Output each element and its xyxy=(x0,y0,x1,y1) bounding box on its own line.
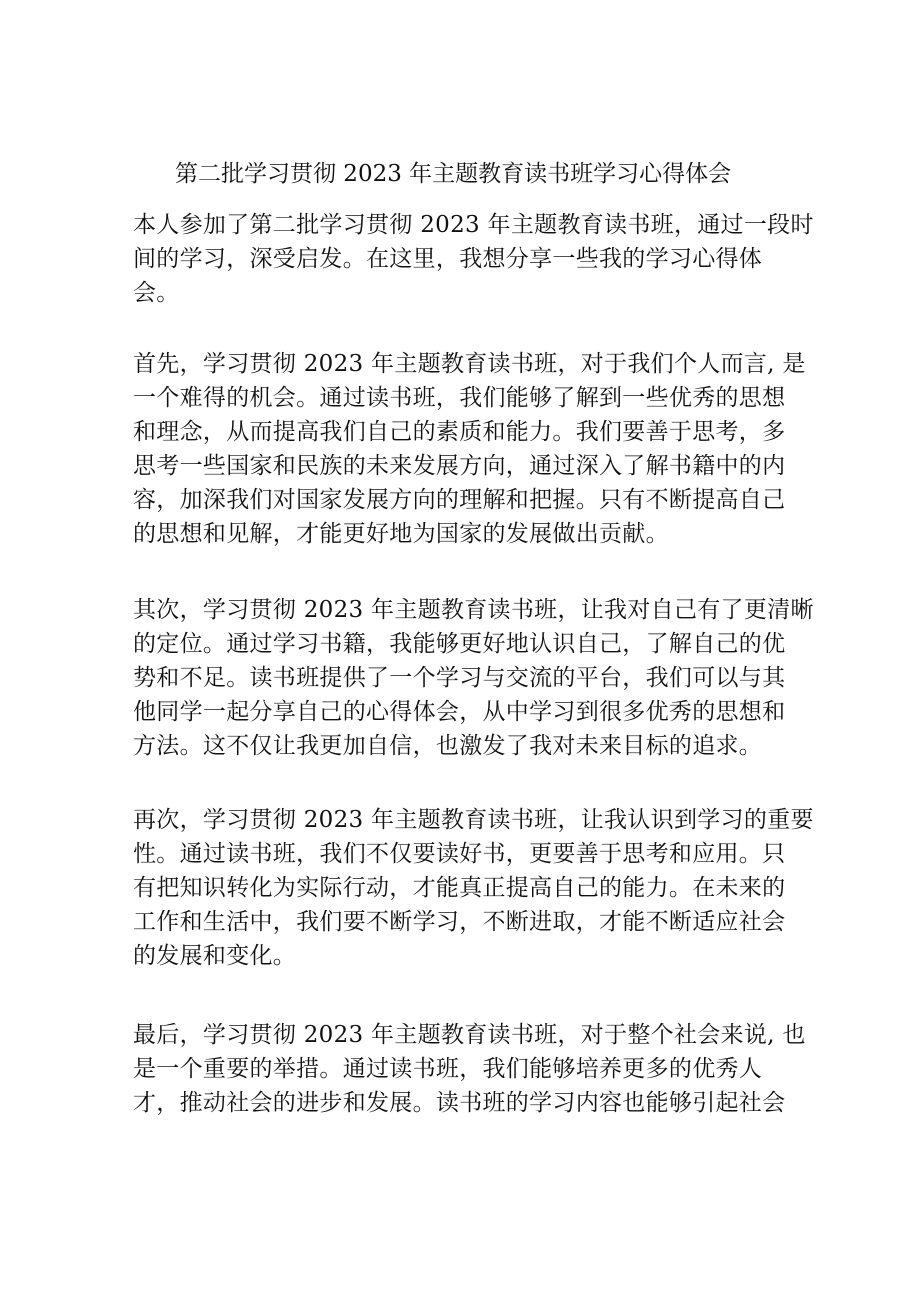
paragraph-line: 势和不足。读书班提供了一个学习与交流的平台，我们可以与其 xyxy=(133,665,786,691)
paragraph-line: 会。 xyxy=(133,280,180,306)
paragraph-line: 其次，学习贯彻 2023 年主题教育读书班，让我对自己有了更清晰 xyxy=(133,597,814,623)
paragraph-line: 的思想和见解，才能更好地为国家的发展做出贡献。 xyxy=(133,521,669,547)
paragraph-line: 的发展和变化。 xyxy=(133,943,297,969)
paragraph-line: 最后，学习贯彻 2023 年主题教育读书班，对于整个社会来说, 也 xyxy=(133,1022,806,1048)
document-title: 第二批学习贯彻 2023 年主题教育读书班学习心得体会 xyxy=(175,161,732,187)
paragraph-second xyxy=(133,593,814,763)
paragraph-last xyxy=(133,1018,806,1120)
paragraph-intro xyxy=(133,208,814,310)
paragraph-line: 有把知识转化为实际行动，才能真正提高自己的能力。在未来的 xyxy=(133,875,786,901)
paragraph-line: 容，加深我们对国家发展方向的理解和把握。只有不断提高自己 xyxy=(133,487,786,513)
paragraph-line: 再次，学习贯彻 2023 年主题教育读书班，让我认识到学习的重要 xyxy=(133,807,814,833)
paragraph-line: 方法。这不仅让我更加自信，也激发了我对未来目标的追求。 xyxy=(133,733,763,759)
paragraph-line: 工作和生活中，我们要不断学习，不断进取，才能不断适应社会 xyxy=(133,909,786,935)
paragraph-line: 本人参加了第二批学习贯彻 2023 年主题教育读书班，通过一段时 xyxy=(133,212,814,238)
paragraph-first xyxy=(133,347,806,551)
paragraph-line: 思考一些国家和民族的未来发展方向，通过深入了解书籍中的内 xyxy=(133,453,786,479)
paragraph-line: 一个难得的机会。通过读书班，我们能够了解到一些优秀的思想 xyxy=(133,385,786,411)
paragraph-third xyxy=(133,803,814,973)
paragraph-line: 才，推动社会的进步和发展。读书班的学习内容也能够引起社会 xyxy=(133,1090,786,1116)
paragraph-line: 性。通过读书班，我们不仅要读好书，更要善于思考和应用。只 xyxy=(133,841,786,867)
paragraph-line: 和理念，从而提高我们自己的素质和能力。我们要善于思考，多 xyxy=(133,419,786,445)
paragraph-line: 的定位。通过学习书籍，我能够更好地认识自己，了解自己的优 xyxy=(133,631,786,657)
paragraph-line: 是一个重要的举措。通过读书班，我们能够培养更多的优秀人 xyxy=(133,1056,763,1082)
paragraph-line: 他同学一起分享自己的心得体会，从中学习到很多优秀的思想和 xyxy=(133,699,786,725)
paragraph-line: 间的学习，深受启发。在这里，我想分享一些我的学习心得体 xyxy=(133,246,763,272)
paragraph-line: 首先，学习贯彻 2023 年主题教育读书班，对于我们个人而言, 是 xyxy=(133,351,806,377)
